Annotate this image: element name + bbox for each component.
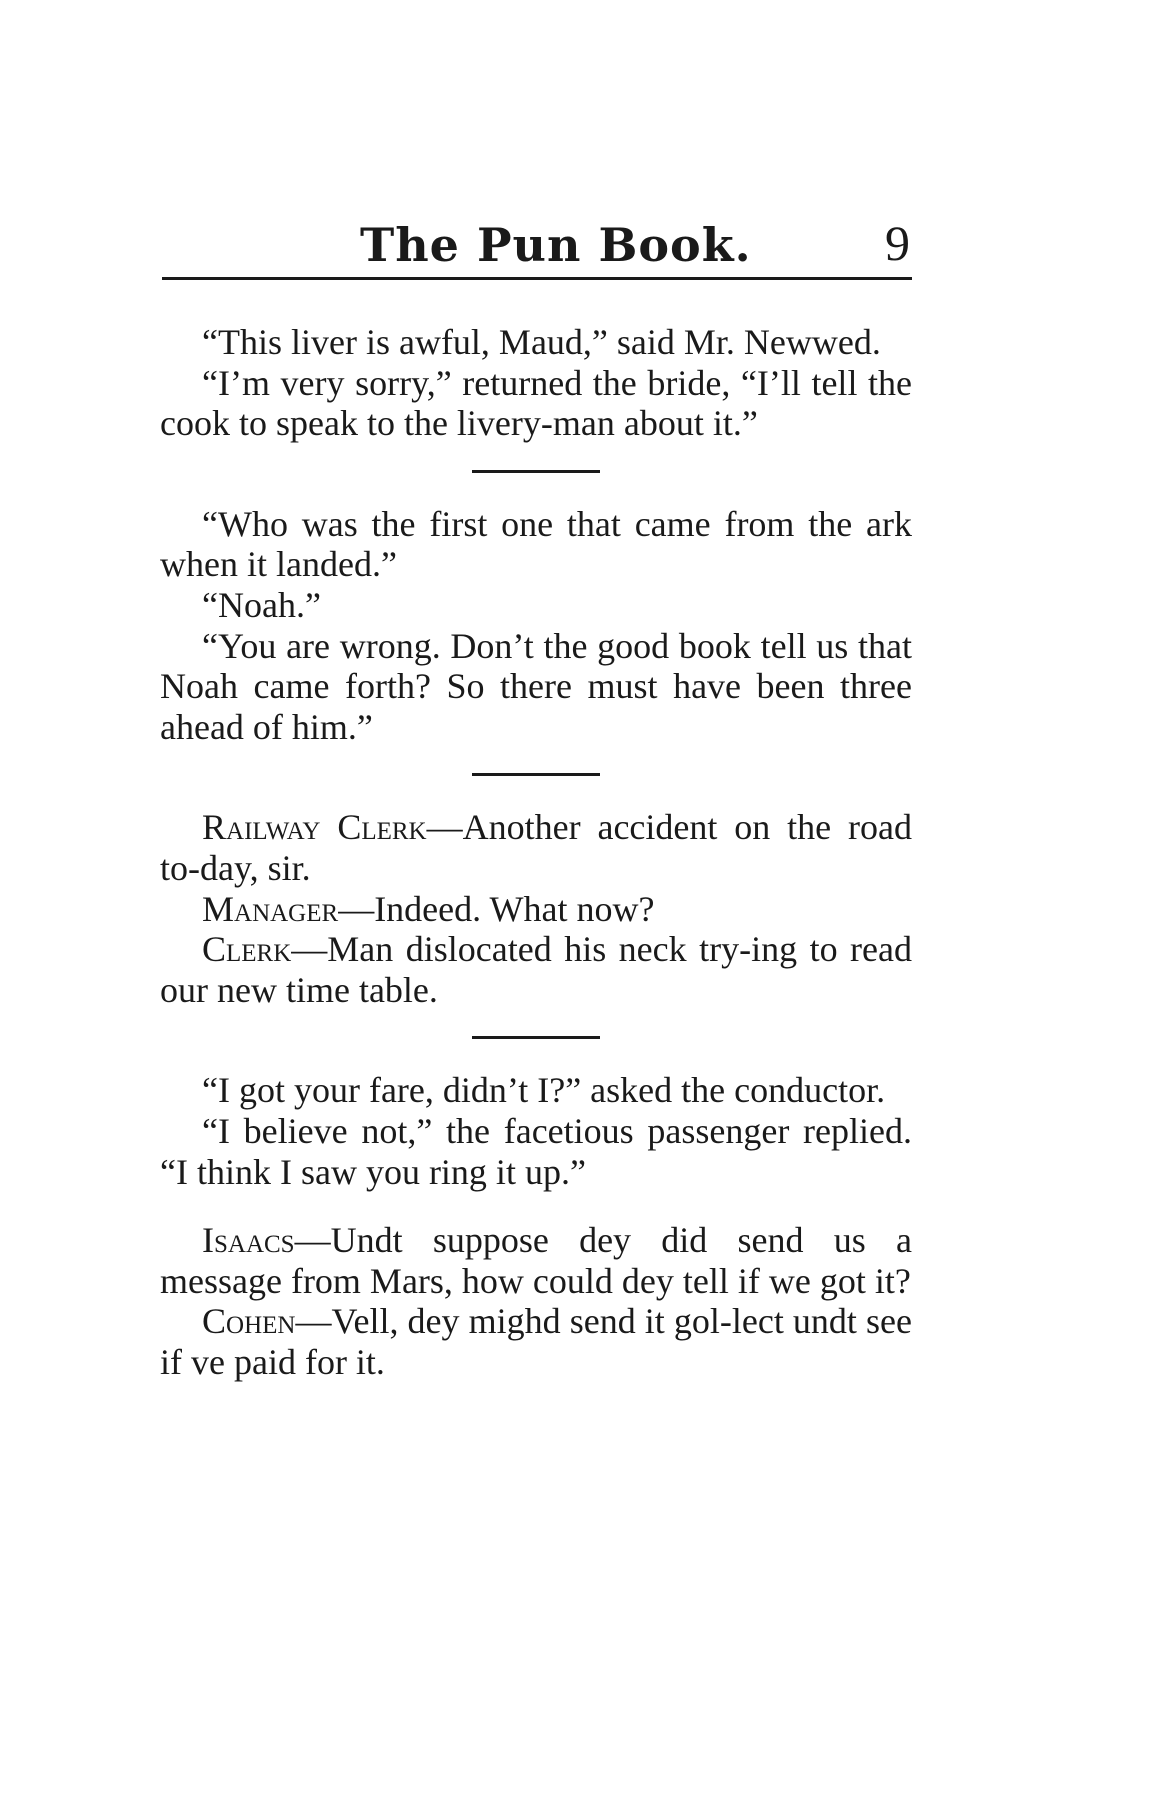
paragraph-text: “You are wrong. Don’t the good book tell us that Noah came forth? So there must have been three ahead of him.”: [160, 625, 912, 747]
paragraph-text: “Who was the first one that came from the ark when it landed.”: [160, 503, 912, 585]
page-number: 9: [885, 215, 910, 271]
dialogue-text: —Vell, dey mighd send it gol-lect undt see if ve paid for it.: [160, 1301, 912, 1382]
dialogue-line: [160, 807, 912, 888]
joke-separator: [472, 470, 600, 473]
dialogue-line: [160, 889, 912, 930]
running-head: [162, 215, 910, 278]
paragraph: [160, 585, 912, 626]
paragraph-text: “Noah.”: [202, 584, 321, 625]
speaker-name: Railway Clerk: [202, 807, 427, 848]
dialogue-text: —Another accident on the road to-day, sir.: [160, 807, 912, 888]
dialogue-text: —Undt suppose dey did send us a message from Mars, how could dey tell if we got it?: [160, 1220, 912, 1301]
header-rule: [162, 277, 912, 280]
paragraph: [160, 1111, 912, 1192]
joke-fare: [160, 1070, 912, 1192]
paragraph: [160, 626, 912, 748]
joke-mars: [160, 1220, 912, 1382]
paragraph-text: “I’m very sorry,” returned the bride, “I’ll tell the cook to speak to the livery-man about it.”: [160, 362, 912, 444]
dialogue-line: [160, 1220, 912, 1301]
joke-separator: [472, 773, 600, 776]
dialogue-line: [160, 929, 912, 1010]
speaker-name: Cohen: [202, 1301, 296, 1342]
speaker-name: Manager: [202, 888, 339, 929]
book-title: The Pun Book.: [360, 218, 752, 272]
paragraph: [160, 363, 912, 444]
paragraph: [160, 504, 912, 585]
page-body: [160, 322, 912, 1382]
paragraph-text: “I believe not,” the facetious passenger replied. “I think I saw you ring it up.”: [160, 1110, 912, 1192]
paragraph-gap: [160, 1192, 912, 1220]
joke-liver: [160, 322, 912, 444]
paragraph: [160, 322, 912, 363]
dialogue-text: —Indeed. What now?: [338, 888, 655, 929]
dialogue-line: [160, 1301, 912, 1382]
dialogue-text: —Man dislocated his neck try-ing to read our new time table.: [160, 929, 912, 1010]
paragraph: [160, 1070, 912, 1111]
paragraph-text: “I got your fare, didn’t I?” asked the conductor.: [202, 1070, 886, 1111]
speaker-name: Clerk: [202, 929, 292, 970]
joke-railway: [160, 807, 912, 1010]
paragraph-text: “This liver is awful, Maud,” said Mr. Newwed.: [202, 322, 881, 362]
joke-noah: [160, 504, 912, 748]
speaker-name: Isaacs: [202, 1220, 295, 1261]
joke-separator: [472, 1036, 600, 1039]
